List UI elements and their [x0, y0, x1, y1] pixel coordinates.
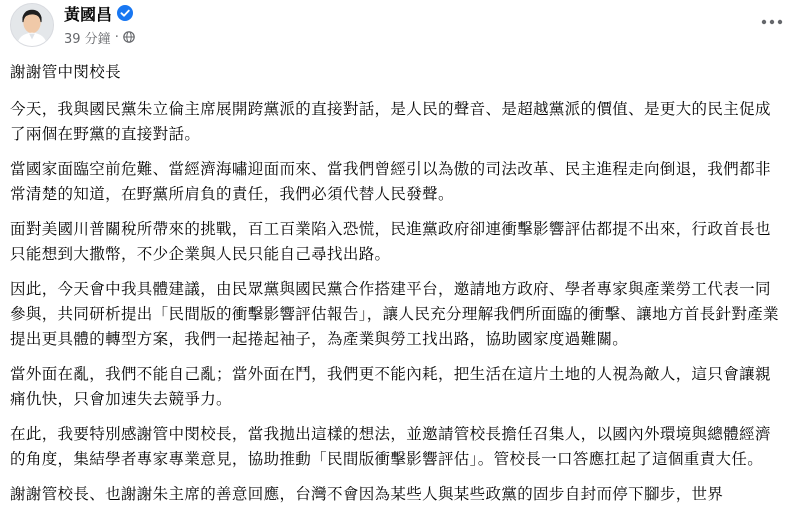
post-meta — [64, 28, 135, 46]
author-row — [64, 2, 133, 24]
meta-separator: · — [114, 29, 119, 45]
more-options-icon — [761, 19, 783, 25]
author-avatar[interactable] — [10, 3, 54, 47]
author-name[interactable]: 黃國昌 — [64, 4, 113, 24]
avatar-portrait-icon — [11, 4, 53, 46]
post-header — [0, 0, 800, 52]
post-paragraph: 當外面在亂，我們不能自己亂；當外面在鬥，我們更不能內耗，把生活在這片土地的人視為敵人，這只會讓親痛仇快，只會加速失去競爭力。 — [10, 365, 771, 408]
post-paragraph: 面對美國川普關稅所帶來的挑戰，百工百業陷入恐慌，民進黨政府卻連衝擊影響評估都提不出來，行政首長也只能想到大撒幣，不少企業與人民只能自己尋找出路。 — [10, 220, 771, 263]
globe-icon[interactable] — [123, 31, 135, 43]
verified-badge-icon — [117, 5, 133, 21]
post-body — [10, 60, 786, 517]
post-paragraph: 謝謝管校長、也謝謝朱主席的善意回應，台灣不會因為某些人與某些政黨的固步自封而停下腳步，世界 — [10, 485, 724, 503]
post-paragraph: 在此，我要特別感謝管中閔校長，當我拋出這樣的想法，並邀請管校長擔任召集人，以國內外環境與總體經濟的角度，集結學者專家專業意見，協助推動「民間版衝擊影響評估」。管校長一口答應扛起了這個重責大任。 — [10, 425, 771, 468]
more-options-button[interactable] — [756, 8, 788, 36]
post-paragraph: 謝謝管中閔校長 — [10, 63, 121, 81]
post-paragraph: 因此，今天會中我具體建議，由民眾黨與國民黨合作搭建平台，邀請地方政府、學者專家與產業勞工代表一同參與，共同研析提出「民間版的衝擊影響評估報告」，讓人民充分理解我們所面臨的衝擊、讓地方首長針對產業提出更具體的轉型方案，我們一起捲起袖子，為產業與勞工找出路，協助國家度過難關。 — [10, 280, 779, 348]
post-paragraph: 當國家面臨空前危難、當經濟海嘯迎面而來、當我們曾經引以為傲的司法改革、民主進程走向倒退，我們都非常清楚的知道，在野黨所肩負的責任，我們必須代替人民發聲。 — [10, 160, 771, 203]
post-paragraph: 今天，我與國民黨朱立倫主席展開跨黨派的直接對話，是人民的聲音、是超越黨派的價值、是更大的民主促成了兩個在野黨的直接對話。 — [10, 100, 771, 143]
post-timestamp[interactable]: 39 分鐘 — [64, 31, 111, 47]
